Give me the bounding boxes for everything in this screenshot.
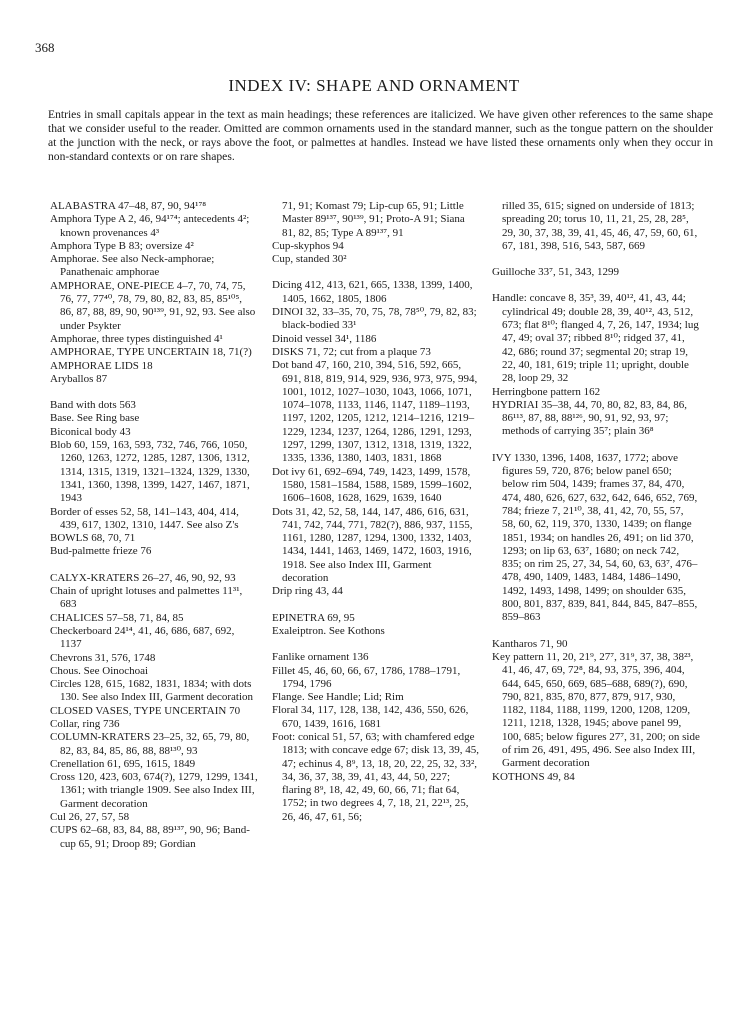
index-entry: Flange. See Handle; Lid; Rim: [272, 691, 404, 704]
index-entry: KOTHONS 49, 84: [492, 770, 575, 783]
index-entry: Chevrons 31, 576, 1748: [50, 651, 156, 664]
index-entry: Amphorae. See also Neck-amphorae; Panathenaic amphorae: [50, 253, 215, 279]
index-entry: Foot: conical 51, 57, 63; with chamfered edge 1813; with concave edge 67; disk 13, 39, 45, 47; echinus 4, 8⁹, 13, 18, 20, 22, 25, 32, 33², 34, 36, 37, 38, 39, 41, 43, 44, 50, 227; flaring 8⁹, 18, 42, 49, 60, 66, 71; flat 64, 1752; in two degrees 4, 7, 18, 21, 22¹³, 25, 26, 46, 47, 61, 56;: [272, 730, 480, 823]
index-entry: Dot ivy 61, 692–694, 749, 1423, 1499, 1578, 1580, 1581–1584, 1588, 1589, 1599–1602, 1606–1608, 1628, 1629, 1639, 1640: [272, 465, 472, 505]
index-entry: AMPHORAE LIDS 18: [50, 359, 153, 372]
index-entry: Floral 34, 117, 128, 138, 142, 436, 550, 626, 670, 1439, 1616, 1681: [272, 704, 469, 730]
index-entry: Cul 26, 27, 57, 58: [50, 811, 130, 824]
index-entry: Amphora Type A 2, 46, 94¹⁷⁴; antecedents 4²; known provenances 4³: [50, 213, 250, 239]
index-entry: Amphorae, three types distinguished 4¹: [50, 332, 223, 345]
index-entry: AMPHORAE, TYPE UNCERTAIN 18, 71(?): [50, 346, 252, 359]
index-entry: Fillet 45, 46, 60, 66, 67, 1786, 1788–1791, 1794, 1796: [272, 664, 461, 690]
index-entry: Chain of upright lotuses and palmettes 11³¹, 683: [50, 585, 243, 611]
index-entry: Cross 120, 423, 603, 674(?), 1279, 1299, 1341, 1361; with triangle 1909. See also Index III, Garment decoration: [50, 771, 258, 810]
index-entry: Amphora Type B 83; oversize 4²: [50, 239, 194, 252]
index-entry: Cup-skyphos 94: [272, 239, 344, 252]
index-entry: Chous. See Oinochoai: [50, 664, 149, 677]
index-entry: Guilloche 33⁷, 51, 343, 1299: [492, 266, 619, 279]
index-entry: Handle: concave 8, 35³, 39, 40¹², 41, 43, 44; cylindrical 49; double 28, 39, 40¹², 43, 512, 673; flat 8¹⁰; flanged 4, 7, 26, 147, 1934; lug 47, 49; oval 37; ribbed 8¹⁰; ridged 37, 41, 42, 686; round 37; segmental 20; strap 19, 22, 40, 181, 619; triple 11; upright, double 28, loop 29, 32: [492, 292, 699, 385]
index-entry: rilled 35, 615; signed on underside of 1813; spreading 20; torus 10, 11, 21, 25, 28, 28⁵, 29, 30, 37, 38, 39, 41, 45, 46, 47, 59, 60, 61, 67, 181, 398, 516, 543, 587, 669: [502, 200, 698, 252]
index-entry: Dot band 47, 160, 210, 394, 516, 592, 665, 691, 818, 819, 914, 929, 936, 973, 975, 994, 1001, 1012, 1027–1030, 1043, 1066, 1071, 1074–1078, 1133, 1146, 1147, 1189–1193, 1197, 1202, 1205, 1212, 1214–1216, 1219–1229, 1234, 1237, 1264, 1286, 1291, 1293, 1297, 1299, 1307, 1312, 1318, 1319, 1322, 1335, 1336, 1380, 1403, 1831, 1868: [272, 359, 478, 465]
index-entry: HYDRIAI 35–38, 44, 70, 80, 82, 83, 84, 86, 86¹¹³, 87, 88, 88¹²⁶, 90, 91, 92, 93, 97; methods of carrying 35⁷; plain 36⁸: [492, 398, 687, 438]
index-column-1: [50, 200, 258, 851]
index-entry: Herringbone pattern 162: [492, 385, 601, 398]
index-entry: CUPS 62–68, 83, 84, 88, 89¹³⁷, 90, 96; Band-cup 65, 91; Droop 89; Gordian: [50, 824, 250, 850]
index-entry: 71, 91; Komast 79; Lip-cup 65, 91; Little Master 89¹³⁷, 90¹³⁹, 91; Proto-A 91; Siana 81, 82, 85; Type A 89¹³⁷, 91: [282, 200, 465, 239]
index-entry: Kantharos 71, 90: [492, 637, 568, 650]
index-column-2: [272, 200, 480, 824]
index-entry: Checkerboard 24¹⁴, 41, 46, 686, 687, 692, 1137: [50, 624, 235, 651]
index-entry: Circles 128, 615, 1682, 1831, 1834; with dots 130. See also Index III, Garment decoration: [50, 678, 254, 704]
index-entry: Dots 31, 42, 52, 58, 144, 147, 486, 616, 631, 741, 742, 744, 771, 782(?), 886, 937, 1155, 1161, 1280, 1287, 1294, 1300, 1332, 1403, 1434, 1441, 1463, 1469, 1472, 1603, 1916, 1918. See also Index III, Garment decoration: [272, 505, 473, 585]
index-entry: BOWLS 68, 70, 71: [50, 532, 136, 545]
index-entry: COLUMN-KRATERS 23–25, 32, 65, 79, 80, 82, 83, 84, 85, 86, 88, 88¹³⁰, 93: [50, 731, 250, 757]
intro-paragraph: Entries in small capitals appear in the text as main headings; these references are italicized. We have given other references to the same shape that we consider useful to the reader. Omitted are common ornaments used in the standard manner, such as the tongue pattern on the shoulder at the junction with the neck, or rays above the foot, or palmettes at handles. Instead we have listed these ornaments only when they occur in non-standard contexts or on rare shapes.: [48, 108, 713, 163]
index-entry: Fanlike ornament 136: [272, 651, 369, 664]
index-entry: Aryballos 87: [50, 372, 108, 385]
page-title: INDEX IV: SHAPE AND ORNAMENT: [228, 76, 520, 95]
index-entry: Bud-palmette frieze 76: [50, 545, 152, 558]
index-entry: Border of esses 52, 58, 141–143, 404, 414, 439, 617, 1302, 1310, 1447. See also Z's: [50, 505, 239, 531]
index-entry: Crenellation 61, 695, 1615, 1849: [50, 757, 196, 770]
index-entry: Biconical body 43: [50, 425, 131, 438]
index-entry: DINOI 32, 33–35, 70, 75, 78, 78⁵⁰, 79, 82, 83; black-bodied 33¹: [272, 306, 477, 332]
index-entry: Cup, standed 30²: [272, 253, 347, 266]
index-entry: Exaleiptron. See Kothons: [272, 624, 385, 637]
index-entry: IVY 1330, 1396, 1408, 1637, 1772; above figures 59, 720, 876; below panel 650; below rim 504, 1439; frames 37, 84, 470, 474, 480, 626, 627, 632, 642, 646, 652, 769, 784; frieze 7, 21¹⁰, 38, 41, 42, 70, 55, 57, 58, 60, 62, 119, 370, 1330, 1439; on flange 1851, 1934; on handles 26, 491; on lid 370, 1293; on lip 63, 63⁷, 1680; on neck 742, 835; on rim 25, 27, 34, 54, 60, 63, 63⁷, 476–478, 490, 1409, 1483, 1484, 1486–1490, 1492, 1493, 1498, 1499; on shoulder 635, 800, 801, 837, 839, 841, 844, 845, 847–855, 859–863: [492, 451, 698, 624]
index-column-3: [492, 200, 700, 784]
page-number: 368: [35, 40, 55, 55]
index-entry: Key pattern 11, 20, 21⁹, 27⁷, 31⁹, 37, 38, 38²³, 41, 46, 47, 69, 72⁸, 84, 93, 375, 396, 404, 644, 645, 650, 669, 685–688, 689(?), 690, 790, 821, 835, 870, 877, 879, 917, 930, 1182, 1184, 1188, 1199, 1200, 1208, 1209, 1211, 1218, 1328, 1945; above panel 99, 100, 685; below figures 27⁷, 31, 200; on side of rim 26, 491, 495, 496. See also Index III, Garment decoration: [492, 650, 700, 770]
index-entry: Dinoid vessel 34¹, 1186: [272, 332, 377, 345]
index-entry: Blob 60, 159, 163, 593, 732, 746, 766, 1050, 1260, 1263, 1272, 1285, 1287, 1306, 1312, 1314, 1315, 1319, 1321–1324, 1329, 1330, 1341, 1360, 1398, 1399, 1427, 1467, 1871, 1943: [50, 439, 250, 505]
index-entry: CALYX-KRATERS 26–27, 46, 90, 92, 93: [50, 571, 236, 584]
index-entry: Base. See Ring base: [50, 412, 140, 425]
index-entry: EPINETRA 69, 95: [272, 611, 355, 624]
index-entry: CLOSED VASES, TYPE UNCERTAIN 70: [50, 704, 241, 717]
index-entry: Drip ring 43, 44: [272, 585, 343, 598]
index-entry: AMPHORAE, ONE-PIECE 4–7, 70, 74, 75, 76, 77, 77⁴⁰, 78, 79, 80, 82, 83, 85, 85¹⁰⁵, 86, 87, 88, 89, 90, 90¹³⁹, 91, 92, 93. See also under Psykter: [50, 279, 256, 332]
index-entry: CHALICES 57–58, 71, 84, 85: [50, 611, 184, 624]
index-entry: Band with dots 563: [50, 399, 136, 412]
index-entry: Collar, ring 736: [50, 717, 120, 730]
index-entry: Dicing 412, 413, 621, 665, 1338, 1399, 1400, 1405, 1662, 1805, 1806: [272, 279, 473, 305]
index-entry: DISKS 71, 72; cut from a plaque 73: [272, 345, 431, 358]
index-entry: ALABASTRA 47–48, 87, 90, 94¹⁷⁸: [50, 200, 207, 212]
